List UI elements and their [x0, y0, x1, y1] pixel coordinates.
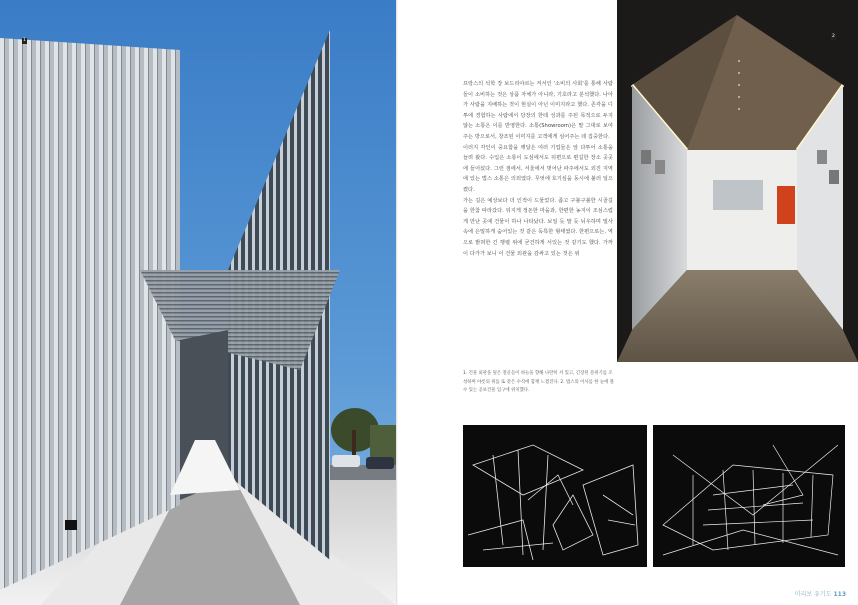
body-paragraph: 이러지 각인이 중요함을 깨달은 여러 기업들은 앞 다투어 소통을 늘려 왔다. 수입은 소통이 도심에서도 뒤편으로 편길한 장소 곳곳에 들어섰다. 그런 점에서, 서울에서 벗어난 파주에서도 외진 지역에 있는 법스 소통은 의외였다. 무엇에 호기심을 동시에 불러 일으켰다.: [463, 144, 613, 193]
page-footer: [795, 589, 846, 598]
sketch-drawing-2: [653, 425, 845, 567]
hallway-illustration: [617, 0, 858, 362]
building-photo: [0, 0, 396, 605]
photo-number-badge: 1: [23, 38, 26, 43]
architectural-sketch-2: [653, 425, 845, 567]
building-photo-illustration: [0, 0, 396, 605]
hallway-photo: [617, 0, 858, 362]
page-number: 113: [833, 591, 846, 598]
footer-label: 미리보 유기도: [794, 591, 832, 598]
article-body: [463, 79, 613, 259]
photo-caption: 1. 건물 외관을 덮은 철골들이 하늘을 향해 나란히 서 있고, 긴장된 분위기를 조성하며 야릇의 위를 또 같은 수직에 함께 느꼈진다. 2. 법스의 이사를 한 눈에 볼 수 있는 공보건물 입구에 위치했다.: [463, 371, 614, 394]
architectural-sketch-1: [463, 425, 647, 567]
page-gutter: [396, 0, 398, 605]
body-paragraph: 프랑스의 석학 장 보드리야르는 저서인 '소비의 사회'를 통해 사람들이 소비하는 것은 상품 자체가 아니라, 기호라고 분석했다. 나아가 사람을 지배하는 것이 현실이 아닌 이미지라고 했다. 존각을 디투에 경험하는 사람에서 당장의 한테 성과를 주된 목적으로 두지 않는 소통은 이를 반영한다. 소통(Showroom)은 말 그대로 보여주는 방으로서, 창조된 이미지를 고객에게 심어주는 데 집중한다.: [463, 81, 613, 140]
photo-number-badge: 2: [832, 34, 835, 39]
sketch-drawing-1: [463, 425, 647, 567]
body-paragraph: 가는 길은 예상보다 더 인적이 드물었다. 좁고 구불구불한 시골길을 한참 따라갔다. 뒤지게 정돈한 마을과, 한편한 농지이 조심스럽게 만난 곳에 건물이 하나 나타났다. 보일 듯 말 듯 뉘우하며 밀사 속에 은밀하게 숨어있는 것 같은 독특한 형태였다. 한편으로는, 역으로 밝혀한 긴 행렬 위에 굳건하게 서있는 것 같기도 했다. 가까이 다가가 보니 이 건물 외관을 감싸고 있는 것은 위: [463, 197, 613, 257]
